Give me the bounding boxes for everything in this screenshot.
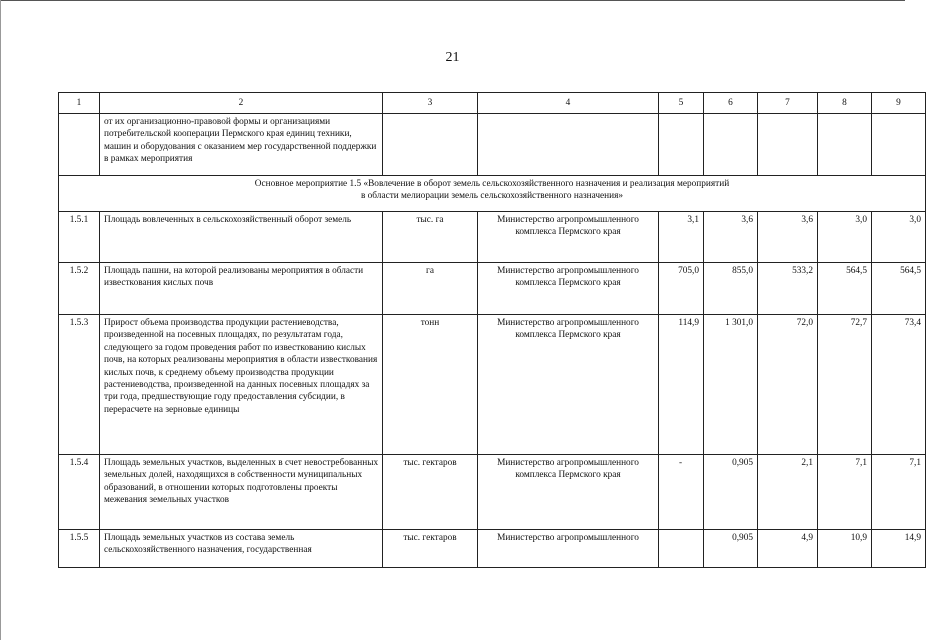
page-edge-left [0,0,1,640]
unit: тыс. га [383,212,478,263]
value-col-8: 3,0 [818,212,872,263]
executor: Министерство агропромышленного комплекса Пермского края [478,315,659,455]
value-col-7: 3,6 [758,212,818,263]
value-col-5: 705,0 [659,263,704,315]
value-col-5: 114,9 [659,315,704,455]
executor: Министерство агропромышленного комплекса Пермского края [478,455,659,530]
page-edge-top [0,0,905,1]
value-col-6: 855,0 [704,263,758,315]
executor: Министерство агропромышленного [478,530,659,568]
section-row [59,176,926,212]
value-col-6: 1 301,0 [704,315,758,455]
value-col-6: 0,905 [704,455,758,530]
table-row [59,263,926,315]
value-col-9: 564,5 [872,263,926,315]
indicator-name: Площадь земельных участков, выделенных в счет невостребованных земельных долей, находящихся в собственности муниципальных образований, в отношении которых подготовлены проекты межевания земельных участков [100,455,383,530]
unit: тыс. гектаров [383,455,478,530]
indicator-name: Прирост объема производства продукции растениеводства, произведенной на посевных площадях, по результатам года, следующего за годом проведения работ по известкованию кислых почв, на которых реализованы мероприятия в области известкования кислых почв, к среднему объему производства продукции растениеводства, произведенной на данных посевных площадях за три года, предшествующие году предоставления субсидии, в перерасчете на зерновые единицы [100,315,383,455]
indicators-table [58,92,926,568]
value-col-6: 3,6 [704,212,758,263]
row-number: 1.5.2 [59,263,100,315]
col-header-7: 7 [758,93,818,114]
value-col-8: 10,9 [818,530,872,568]
unit: га [383,263,478,315]
unit: тонн [383,315,478,455]
value-col-7: 4,9 [758,530,818,568]
unit: тыс. гектаров [383,530,478,568]
continuation-num [59,114,100,176]
value-col-7: 72,0 [758,315,818,455]
value-col-9: 73,4 [872,315,926,455]
value-col-9: 3,0 [872,212,926,263]
continuation-row [59,114,926,176]
table-row [59,212,926,263]
row-number: 1.5.1 [59,212,100,263]
section-title [59,176,926,212]
value-col-6: 0,905 [704,530,758,568]
value-col-7: 533,2 [758,263,818,315]
section-title-line-2: в области мелиорации земель сельскохозяйственного назначения» [360,191,624,202]
executor: Министерство агропромышленного комплекса Пермского края [478,263,659,315]
value-col-5 [659,530,704,568]
table-row [59,455,926,530]
value-col-5: - [659,455,704,530]
table-row [59,530,926,568]
value-col-9: 7,1 [872,455,926,530]
value-col-8: 7,1 [818,455,872,530]
continuation-text: от их организационно-правовой формы и организациями потребительской кооперации Пермского края единиц техники, машин и оборудования с оказанием мер государственной поддержки в рамках мероприятия [100,114,383,176]
value-col-7: 2,1 [758,455,818,530]
col-header-6: 6 [704,93,758,114]
col-header-4: 4 [478,93,659,114]
col-header-5: 5 [659,93,704,114]
col-header-8: 8 [818,93,872,114]
indicator-name: Площадь земельных участков из состава земель сельскохозяйственного назначения, государственная [100,530,383,568]
col-header-1: 1 [59,93,100,114]
table-row [59,315,926,455]
row-number: 1.5.5 [59,530,100,568]
value-col-9: 14,9 [872,530,926,568]
row-number: 1.5.3 [59,315,100,455]
value-col-8: 72,7 [818,315,872,455]
page-number: 21 [445,50,460,65]
value-col-8: 564,5 [818,263,872,315]
indicator-name: Площадь вовлеченных в сельскохозяйственный оборот земель [100,212,383,263]
value-col-5: 3,1 [659,212,704,263]
executor: Министерство агропромышленного комплекса Пермского края [478,212,659,263]
row-number: 1.5.4 [59,455,100,530]
indicator-name: Площадь пашни, на которой реализованы мероприятия в области известкования кислых почв [100,263,383,315]
column-number-row [59,93,926,114]
section-title-line-1: Основное мероприятие 1.5 «Вовлечение в оборот земель сельскохозяйственного назначения и реализация мероприятий [254,179,730,189]
col-header-2: 2 [100,93,383,114]
col-header-9: 9 [872,93,926,114]
col-header-3: 3 [383,93,478,114]
